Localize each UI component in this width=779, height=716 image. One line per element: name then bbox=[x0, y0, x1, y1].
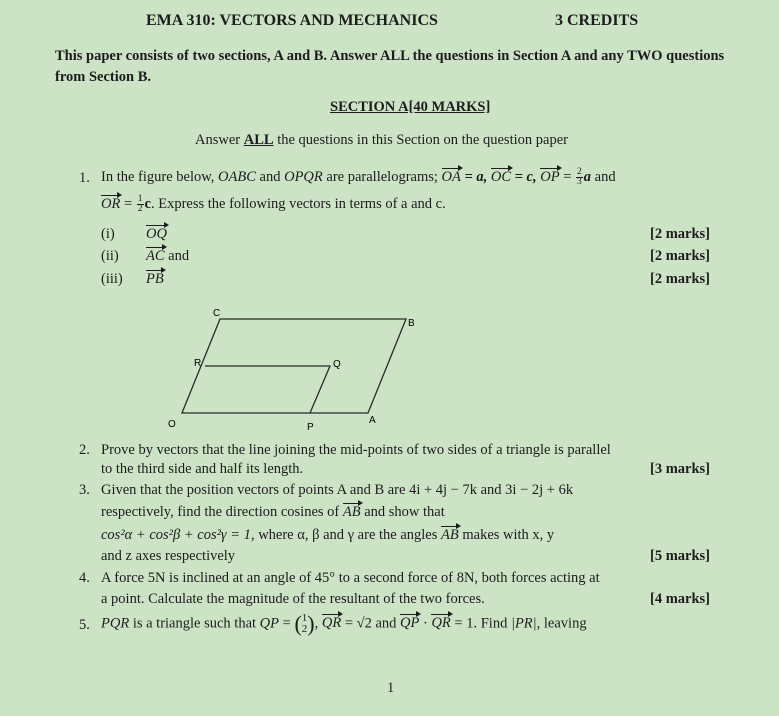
q1-number: 1. bbox=[79, 170, 90, 186]
q1-part-iii-vector: PB bbox=[146, 271, 164, 287]
q1-line1: In the figure below, OABC and OPQR are parallelograms; OA = a, OC = c, OP = $\frac{2}{3}$ a and bbox=[101, 167, 616, 187]
q2-line2: to the third side and half its length. bbox=[101, 461, 304, 477]
label-a: A bbox=[369, 415, 376, 426]
q1-part-ii-marks: [2 marks] bbox=[650, 248, 711, 264]
q1-part-ii-label: (ii) bbox=[101, 248, 119, 264]
label-c: C bbox=[213, 308, 221, 319]
q4-marks: [4 marks] bbox=[650, 591, 711, 607]
label-b: B bbox=[408, 318, 415, 329]
section-a-title: SECTION A[40 MARKS] bbox=[330, 99, 491, 115]
q3-line1: Given that the position vectors of points A and B are 4i + 4j − 7k and 3i − 2j + 6k bbox=[101, 482, 574, 498]
q4-number: 4. bbox=[79, 570, 90, 586]
label-o: O bbox=[168, 419, 176, 430]
q3-number: 3. bbox=[79, 482, 90, 498]
q4-line1: A force 5N is inclined at an angle of 45° to a second force of 8N, both forces acting at bbox=[101, 570, 600, 586]
q3-vector-ab: AB bbox=[441, 527, 459, 543]
q1-part-ii-vector: AC and bbox=[146, 248, 190, 264]
q1-line2: OR = $\frac{1}{2}$ c. Express the following vectors in terms of a and c. bbox=[101, 194, 446, 214]
course-title: EMA 310: VECTORS AND MECHANICS bbox=[146, 12, 438, 29]
q3-line4: and z axes respectively bbox=[101, 548, 236, 564]
q2-line1: Prove by vectors that the line joining the mid-points of two sides of a triangle is parallel bbox=[101, 442, 611, 458]
q1-part-i-vector: OQ bbox=[146, 226, 167, 242]
credits-label: 3 CREDITS bbox=[555, 12, 639, 29]
q2-number: 2. bbox=[79, 442, 90, 458]
label-r: R bbox=[194, 358, 202, 369]
label-p: P bbox=[307, 422, 314, 433]
label-q: Q bbox=[333, 359, 341, 370]
q5-number: 5. bbox=[79, 617, 90, 633]
intro-paragraph: This paper consists of two sections, A and B. Answer ALL the questions in Section A and any TWO questions from Section B. bbox=[55, 48, 725, 85]
section-a-instruction: Answer ALL the questions in this Section on the question paper bbox=[195, 132, 568, 148]
q1-part-iii-marks: [2 marks] bbox=[650, 271, 711, 287]
parallelogram-figure bbox=[160, 305, 430, 435]
q1-part-i-label: (i) bbox=[101, 226, 115, 242]
q1-part-iii-label: (iii) bbox=[101, 271, 123, 287]
q3-marks: [5 marks] bbox=[650, 548, 711, 564]
q3-line2: respectively, find the direction cosines of AB and show that bbox=[101, 504, 445, 520]
q5-line1: PQR is a triangle such that QP = ( 1 2 ), QR = √2 and QP · QR = 1. Find |PR|, leaving bbox=[101, 611, 587, 636]
q4-line2: a point. Calculate the magnitude of the resultant of the two forces. bbox=[101, 591, 485, 607]
parallelogram-opqr-edges bbox=[205, 366, 330, 413]
page-number: 1 bbox=[387, 680, 395, 696]
q3-line3: cos²α + cos²β + cos²γ = 1, where α, β and γ are the angles AB makes with x, y bbox=[101, 527, 555, 543]
q1-part-i-marks: [2 marks] bbox=[650, 226, 711, 242]
q2-marks: [3 marks] bbox=[650, 461, 711, 477]
